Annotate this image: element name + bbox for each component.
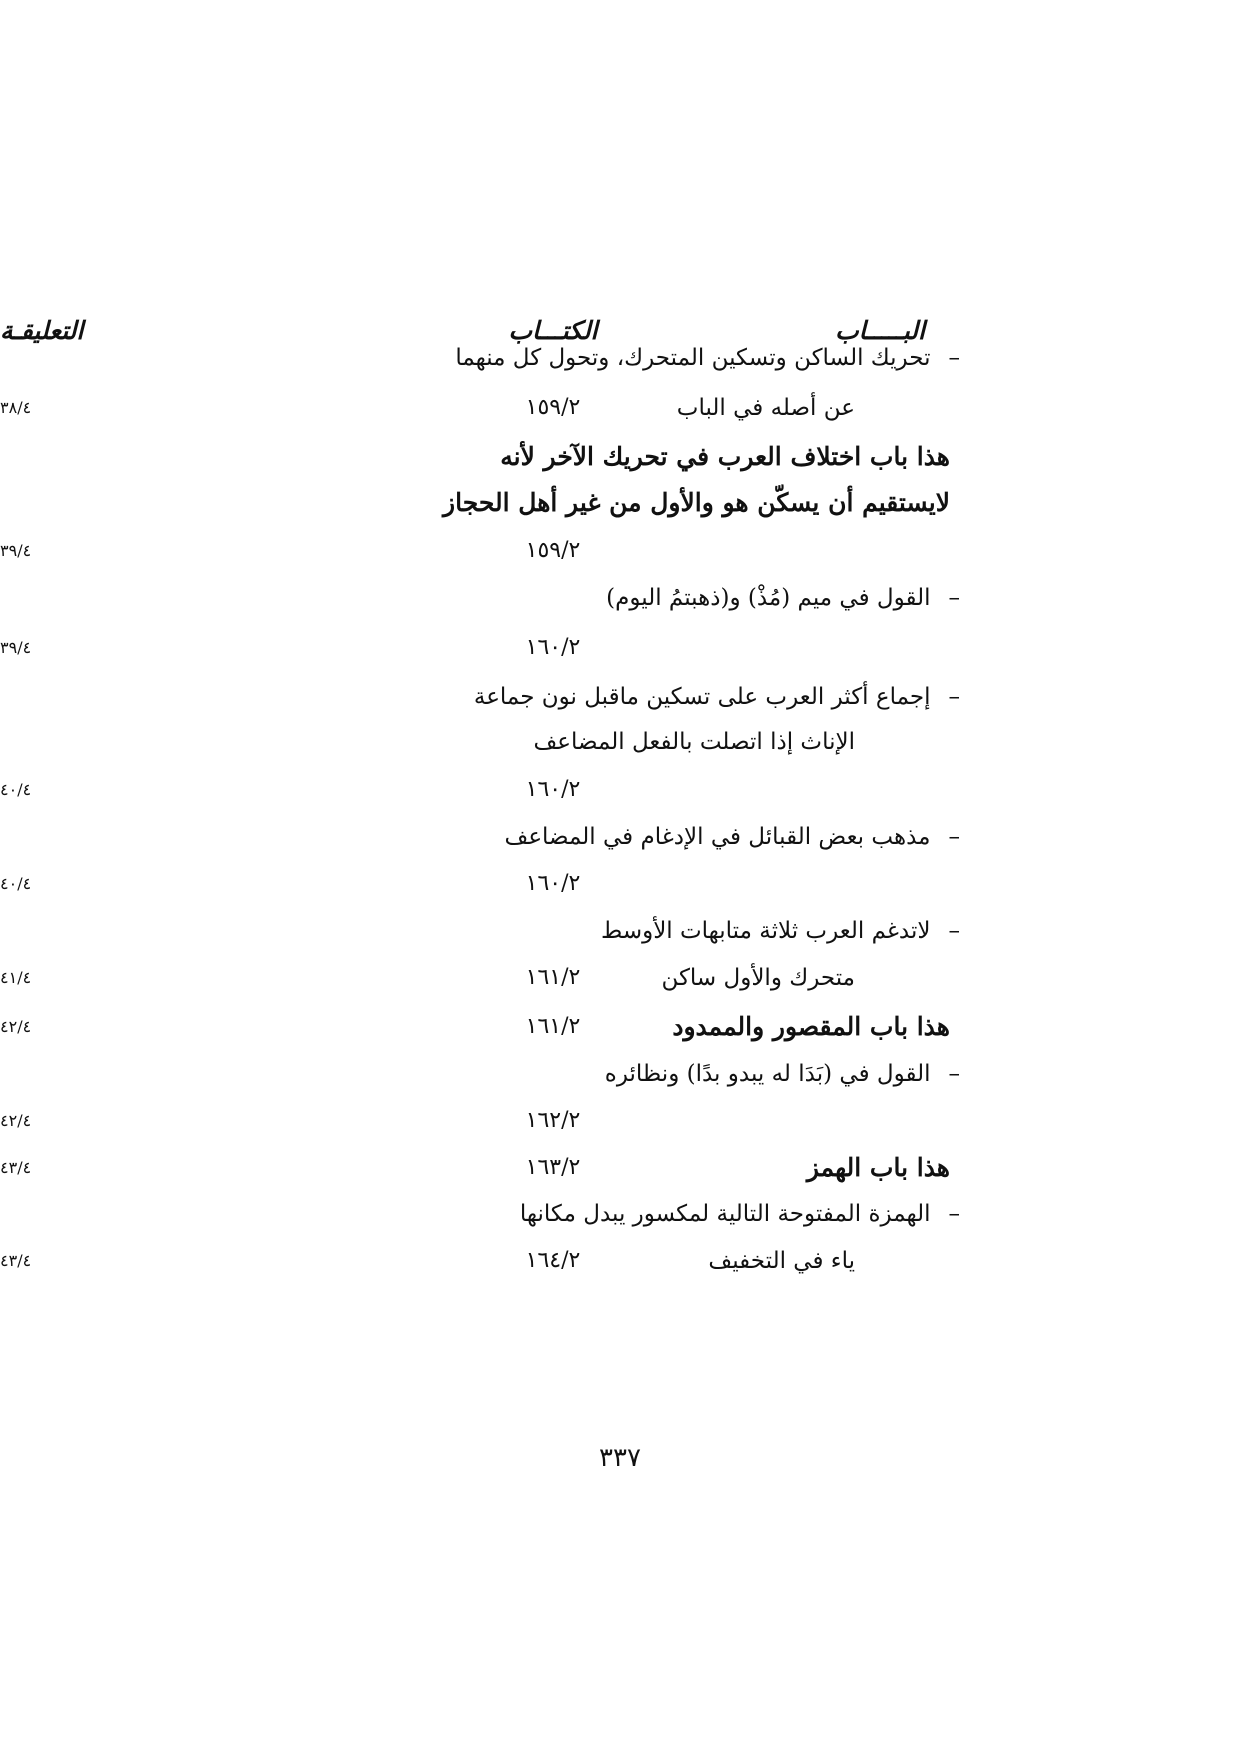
taliqa-reference: ٤٢/٤ xyxy=(0,1111,32,1130)
kitab-reference: ١٦١/٢ xyxy=(525,1014,581,1039)
kitab-reference: ١٦٣/٢ xyxy=(525,1155,581,1180)
taliqa-reference: ٣٩/٤ xyxy=(0,638,32,657)
dash-icon: – xyxy=(948,824,960,850)
topic-text xyxy=(661,952,855,1004)
topic-text xyxy=(605,1048,960,1100)
topic-label: لايستقيم أن يسكّن هو والأول من غير أهل الحجاز xyxy=(443,488,950,517)
topic-label: مذهب بعض القبائل في الإدغام في المضاعف xyxy=(504,824,931,850)
kitab-reference: ١٦٠/٢ xyxy=(525,871,581,896)
dash-icon: – xyxy=(948,1201,960,1227)
kitab-reference: ١٦٢/٢ xyxy=(525,1108,581,1133)
topic-label: هذا باب المقصور والممدود xyxy=(672,1012,950,1041)
index-row xyxy=(0,622,1240,674)
taliqa-reference: ٣٨/٤ xyxy=(0,398,32,417)
kitab-reference: ١٦٠/٢ xyxy=(525,777,581,802)
index-row xyxy=(0,1142,1240,1194)
kitab-reference: ١٥٩/٢ xyxy=(525,538,581,563)
index-row xyxy=(0,1188,1240,1240)
topic-label: القول في (بَدَا له يبدو بدًا) ونظائره xyxy=(604,1061,931,1087)
kitab-reference: ١٦٤/٢ xyxy=(525,1248,581,1273)
topic-label: متحرك والأول ساكن xyxy=(661,965,855,991)
index-row xyxy=(0,431,1240,483)
topic-text xyxy=(708,1235,855,1287)
index-row xyxy=(0,525,1240,577)
kitab-reference: ١٦١/٢ xyxy=(525,965,581,990)
topic-label: لاتدغم العرب ثلاثة متابهات الأوسط xyxy=(600,918,931,944)
kitab-reference: ١٦٠/٢ xyxy=(525,635,581,660)
dash-icon: – xyxy=(948,684,960,710)
dash-icon: – xyxy=(948,1061,960,1087)
taliqa-reference: ٤٣/٤ xyxy=(0,1158,32,1177)
topic-label: إجماع أكثر العرب على تسكين ماقبل نون جماعة xyxy=(473,684,931,710)
taliqa-reference: ٤٠/٤ xyxy=(0,780,32,799)
index-row xyxy=(0,332,1240,384)
topic-label: تحريك الساكن وتسكين المتحرك، وتحول كل منهما xyxy=(455,345,931,371)
index-row xyxy=(0,952,1240,1004)
index-row xyxy=(0,1001,1240,1053)
dash-icon: – xyxy=(948,918,960,944)
topic-text xyxy=(677,382,855,434)
topic-text xyxy=(455,332,960,384)
taliqa-reference: ٤٢/٤ xyxy=(0,1017,32,1036)
taliqa-reference: ٤١/٤ xyxy=(0,968,32,987)
topic-label: هذا باب الهمز xyxy=(806,1153,950,1182)
index-row xyxy=(0,764,1240,816)
index-row xyxy=(0,1095,1240,1147)
header-bab: البـــــاب xyxy=(835,316,925,345)
index-row xyxy=(0,905,1240,957)
topic-label: عن أصله في الباب xyxy=(676,395,855,421)
topic-text xyxy=(606,572,960,624)
index-row xyxy=(0,382,1240,434)
topic-label: القول في ميم (مُذْ) و(ذهبتمُ اليوم) xyxy=(606,585,931,611)
topic-label: ياء في التخفيف xyxy=(708,1248,855,1274)
index-row xyxy=(0,811,1240,863)
index-row xyxy=(0,1048,1240,1100)
dash-icon: – xyxy=(948,345,960,371)
topic-label: الهمزة المفتوحة التالية لمكسور يبدل مكانها xyxy=(519,1201,931,1227)
page-number: ٣٣٧ xyxy=(599,1443,641,1473)
chapter-title xyxy=(500,431,950,483)
chapter-title xyxy=(443,477,950,529)
index-row xyxy=(0,572,1240,624)
topic-text xyxy=(520,1188,960,1240)
topic-text xyxy=(533,716,855,768)
index-row xyxy=(0,858,1240,910)
topic-label: هذا باب اختلاف العرب في تحريك الآخر لأنه xyxy=(500,442,950,471)
taliqa-reference: ٤٠/٤ xyxy=(0,874,32,893)
topic-text xyxy=(601,905,960,957)
topic-label: الإناث إذا اتصلت بالفعل المضاعف xyxy=(533,729,855,755)
index-row xyxy=(0,716,1240,768)
header-kitab: الكتـــاب xyxy=(508,316,598,345)
chapter-title xyxy=(672,1001,950,1053)
dash-icon: – xyxy=(948,585,960,611)
header-taliqa: التعليقـة xyxy=(0,316,84,345)
taliqa-reference: ٣٩/٤ xyxy=(0,541,32,560)
taliqa-reference: ٤٣/٤ xyxy=(0,1251,32,1270)
topic-text xyxy=(505,811,960,863)
kitab-reference: ١٥٩/٢ xyxy=(525,395,581,420)
index-row xyxy=(0,1235,1240,1287)
index-row xyxy=(0,477,1240,529)
chapter-title xyxy=(807,1142,950,1194)
